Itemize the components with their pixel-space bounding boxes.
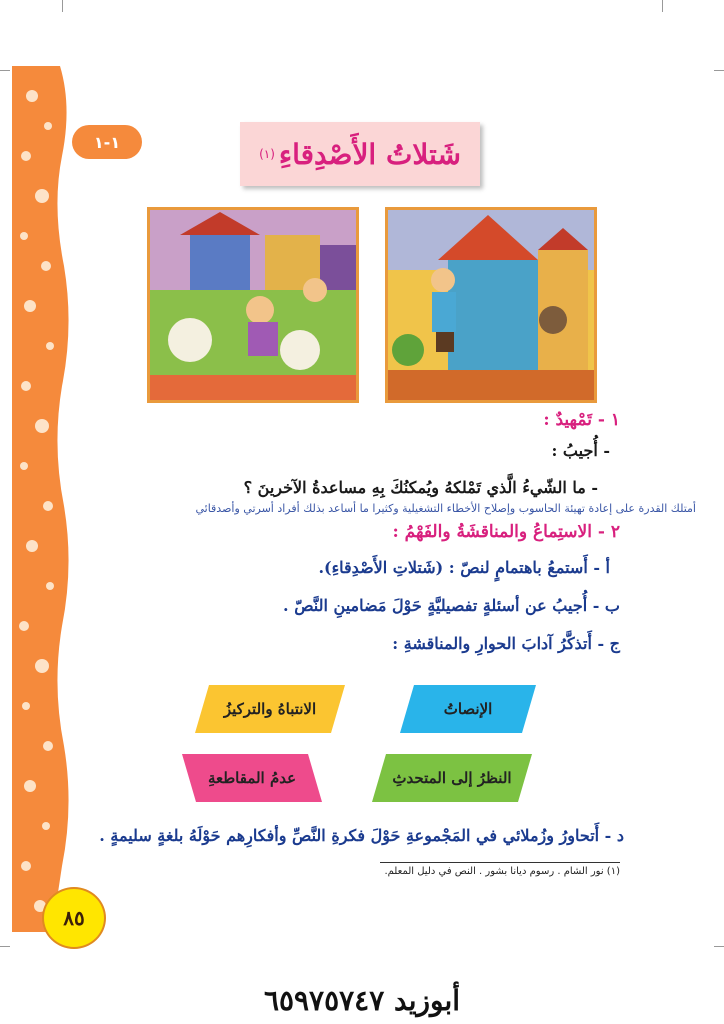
task-d: د - أَتحاورُ وزُملائي في المَجْموعةِ حَوْلَ فكرةِ النَّصِّ وأفكارِهم حَوْلَهُ بلغةٍ سليمةٍ .: [99, 826, 624, 845]
crop-mark: [662, 0, 663, 12]
manner-label: عدمُ المقاطعةِ: [207, 769, 297, 787]
crop-mark: [0, 946, 10, 947]
decorative-side-strip: [12, 66, 70, 932]
crop-mark: [714, 70, 724, 71]
page-number: ٨٥: [42, 887, 106, 949]
manner-no-interrupt: [182, 754, 322, 802]
footnote: (١) نور الشام . رسوم ديانا بشور . النص في دليل المعلم.: [384, 866, 620, 877]
intro-question: - ما الشّيءُ الَّذي تَمْلكهُ ويُمكنُكَ بِهِ مساعدةُ الآخرينَ ؟: [243, 478, 598, 497]
task-c: ج - أَتذكَّرُ آدابَ الحوارِ والمناقشةِ :: [392, 634, 620, 653]
crop-mark: [62, 0, 63, 12]
handwritten-answer: أمتلك القدرة على إعادة تهيئة الحاسوب وإصلاح الأخطاء التشغيلية وكثيرا ما أساعد بذلك أفراد أسرتي وأصدقائي: [195, 502, 696, 515]
crop-mark: [0, 70, 10, 71]
manner-label: الانتباهُ والتركيزُ: [223, 700, 317, 718]
manner-listening: [400, 685, 536, 733]
title-text: شَتلاتُ الأَصْدِقاءِ: [278, 137, 461, 171]
watermark: أبوزيد ٦٥٩٧٥٧٤٧: [263, 984, 461, 1017]
instruction-answer: - أُجيبُ :: [551, 441, 610, 460]
task-a: أ - أَستمعُ باهتمامٍ لنصّ : (شَتلاتِ الأَصْدِقاءِ).: [318, 558, 610, 577]
section-heading-intro: ١ - تَمْهيدٌ :: [543, 410, 620, 430]
illustration-garden-children: [147, 207, 359, 403]
lesson-number-badge: ١-١: [72, 125, 142, 159]
page-title: [240, 122, 480, 186]
task-b: ب - أُجيبُ عن أسئلةٍ تفصيليَّةٍ حَوْلَ مَضامينِ النَّصّ .: [283, 596, 620, 615]
footnote-divider: [380, 862, 620, 863]
section-heading-listening: ٢ - الاستِماعُ والمناقشَةُ والفَهْمُ :: [392, 522, 620, 542]
manner-look-at-speaker: [372, 754, 532, 802]
crop-mark: [714, 946, 724, 947]
illustration-house-child: [385, 207, 597, 403]
title-footnote-mark: (١): [259, 147, 275, 161]
manner-attention: [195, 685, 345, 733]
manner-label: النظرُ إلى المتحدثِ: [392, 769, 512, 787]
manner-label: الإنصاتُ: [443, 700, 493, 718]
